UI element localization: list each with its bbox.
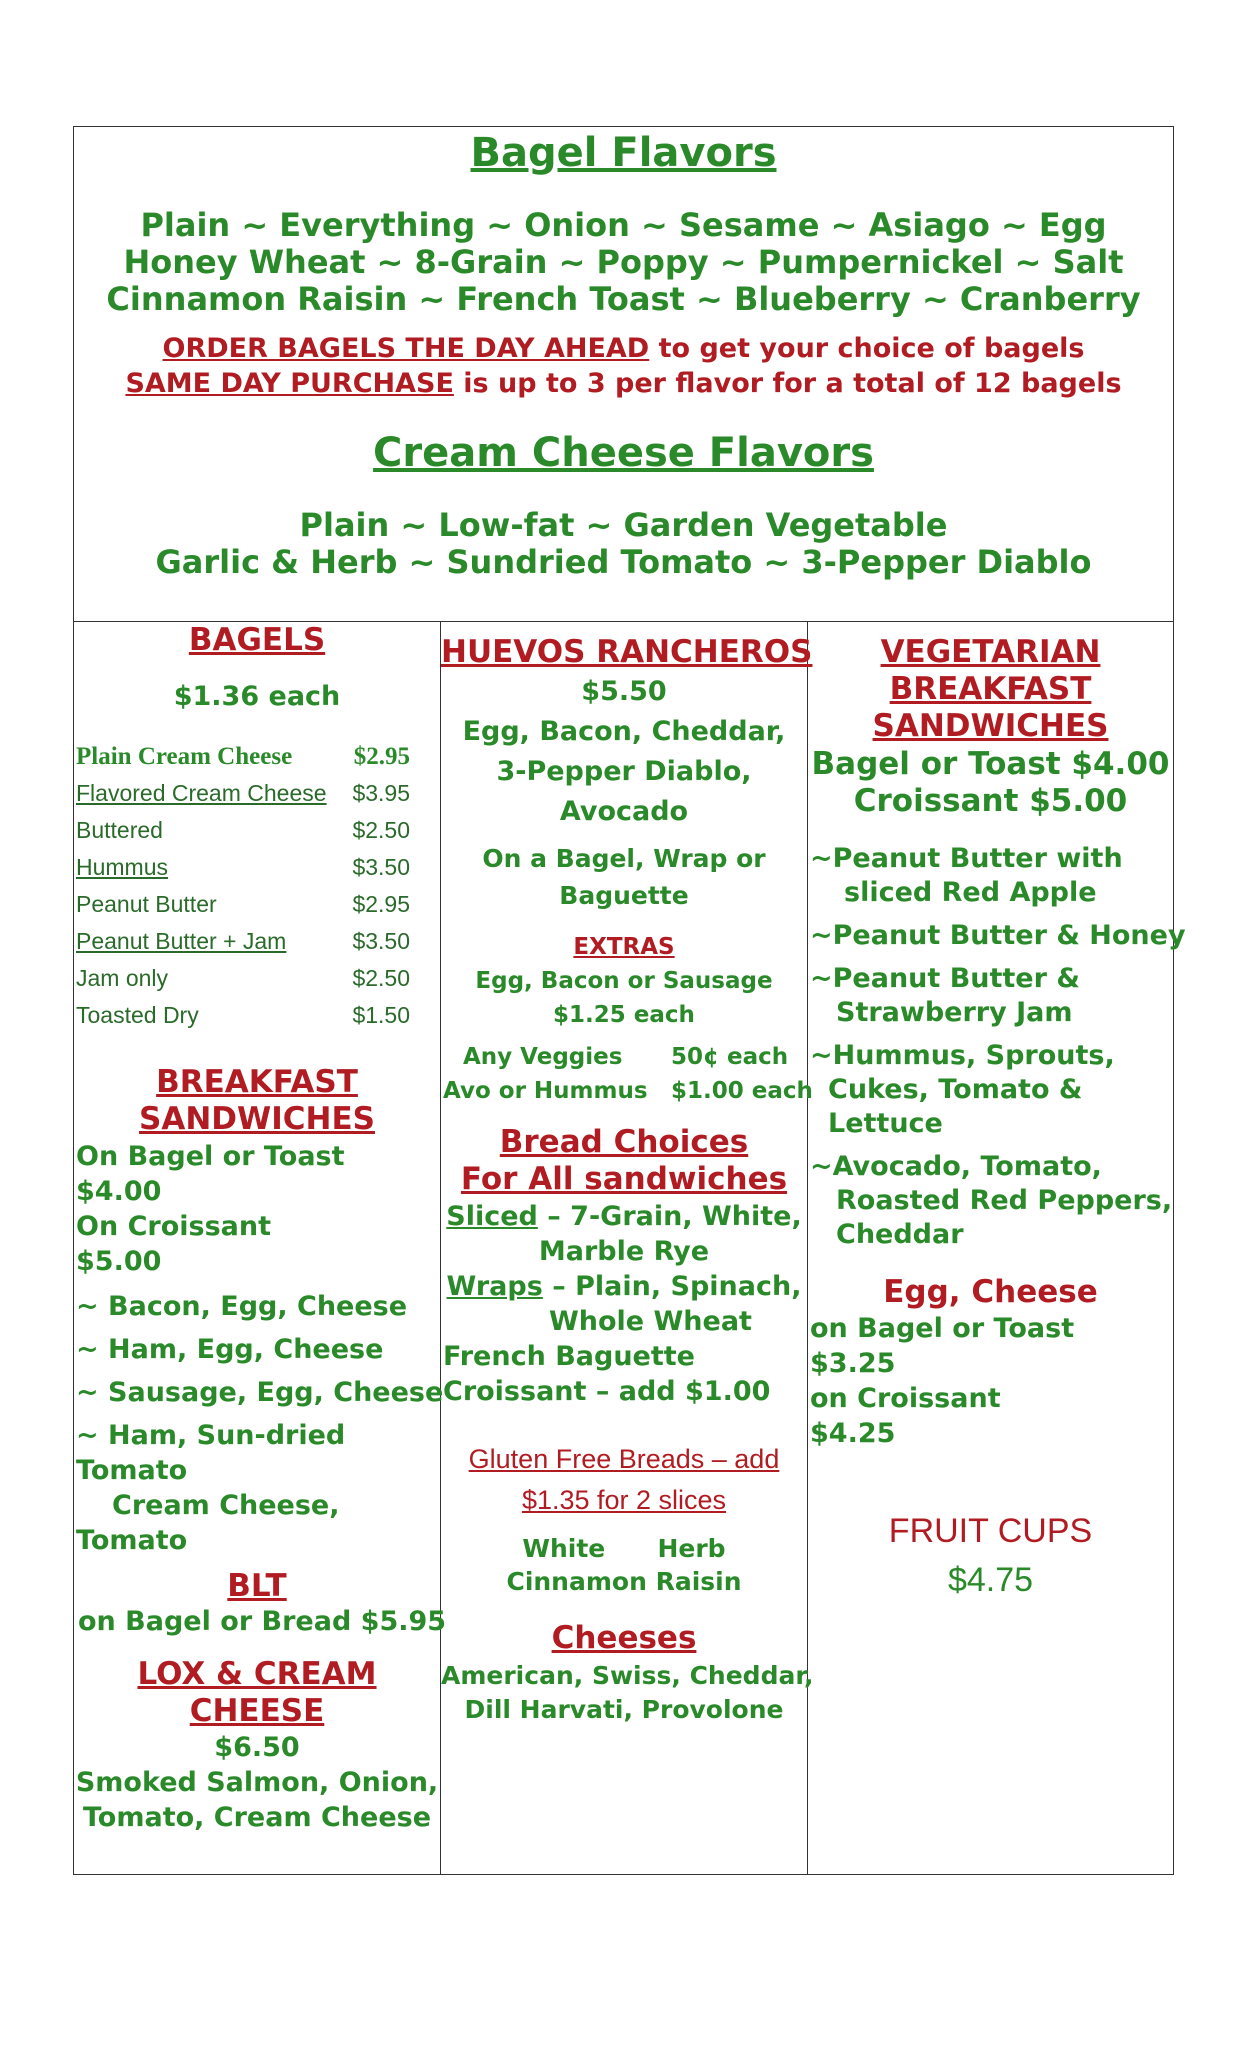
breakfast-title: SANDWICHES: [139, 1101, 375, 1137]
bread-sliced-line: [441, 1203, 807, 1230]
menu-board: [73, 126, 1186, 1875]
bagel-item: [76, 743, 424, 771]
bagel-item-name: Peanut Butter: [76, 891, 217, 917]
extras-veggies-price: 50¢ each: [671, 1044, 789, 1070]
bagels-title: BAGELS: [188, 622, 326, 658]
breakfast-item: Tomato: [76, 1455, 188, 1486]
blt-line: on Bagel or Bread $5.95: [78, 1606, 447, 1637]
vegetarian-title: VEGETARIAN: [880, 634, 1101, 670]
breakfast-price-line: $4.00: [76, 1176, 162, 1207]
gluten-free-line: $1.35 for 2 slices: [521, 1485, 727, 1515]
bread-choices-title: For All sandwiches: [460, 1161, 788, 1197]
bagel-item-price: $3.50: [352, 854, 410, 880]
extras-avo-label: Avo or Hummus: [443, 1078, 648, 1104]
same-day-text: is up to 3 per flavor for a total of 12 bagels: [453, 368, 1122, 399]
flavors-section: [74, 127, 1173, 622]
same-day-link: SAME DAY PURCHASE: [125, 368, 454, 399]
vegetarian-item: Cheddar: [836, 1219, 964, 1250]
egg-cheese-title: Egg, Cheese: [883, 1274, 1098, 1310]
bagel-flavors-line: Plain ~ Everything ~ Onion ~ Sesame ~ Asiago ~ Egg: [140, 206, 1107, 244]
bread-croissant: Croissant – add $1.00: [443, 1376, 771, 1407]
vegetarian-item: ~Peanut Butter with: [810, 843, 1123, 874]
huevos-title: HUEVOS RANCHEROS: [441, 634, 813, 670]
bread-choices-title: Bread Choices: [499, 1124, 749, 1160]
column-middle: [441, 621, 814, 1874]
huevos-line: 3-Pepper Diablo,: [496, 756, 752, 787]
huevos-price: $5.50: [581, 676, 667, 707]
cheeses-line: American, Swiss, Cheddar,: [441, 1661, 814, 1690]
vegetarian-price: Bagel or Toast $4.00: [811, 746, 1170, 782]
bread-sliced-line: Marble Rye: [538, 1236, 710, 1267]
vegetarian-item: Lettuce: [828, 1108, 943, 1139]
cheeses-line: Dill Harvati, Provolone: [464, 1695, 784, 1724]
bagel-item: [76, 780, 424, 808]
bagel-item-price: $1.50: [352, 1002, 410, 1028]
bagel-item: [76, 928, 424, 956]
bread-wraps-text: – Plain, Spinach,: [542, 1271, 802, 1302]
huevos-on-line: On a Bagel, Wrap or: [482, 844, 766, 873]
bread-sliced-text: – 7-Grain, White,: [537, 1201, 802, 1232]
bagels-price: $1.36 each: [173, 681, 341, 712]
vegetarian-item: Cukes, Tomato &: [828, 1074, 1083, 1105]
cream-cheese-line: Plain ~ Low-fat ~ Garden Vegetable: [299, 506, 948, 544]
bagel-item-price: $2.50: [352, 965, 410, 991]
bagel-item-price: $2.95: [353, 743, 410, 770]
breakfast-price-line: $5.00: [76, 1246, 162, 1277]
bagel-item-name: Peanut Butter + Jam: [76, 928, 287, 954]
vegetarian-item: Roasted Red Peppers,: [836, 1185, 1173, 1216]
lox-title: CHEESE: [189, 1693, 325, 1729]
breakfast-price-line: On Croissant: [76, 1211, 271, 1242]
bagel-flavors-line: Honey Wheat ~ 8-Grain ~ Poppy ~ Pumpernickel ~ Salt: [123, 243, 1124, 281]
lox-price: $6.50: [214, 1732, 300, 1763]
extras-avo-price: $1.00 each: [671, 1078, 813, 1104]
order-ahead-text: to get your choice of bagels: [649, 333, 1085, 364]
breakfast-title: BREAKFAST: [156, 1064, 358, 1100]
bread-wraps-line: [441, 1273, 807, 1300]
egg-cheese-line: on Croissant: [810, 1383, 1001, 1414]
vegetarian-item: ~Avocado, Tomato,: [810, 1151, 1102, 1182]
vegetarian-item: ~Peanut Butter & Honey: [810, 920, 1186, 951]
bagel-item-price: $3.95: [352, 780, 410, 806]
extras-title: EXTRAS: [573, 934, 675, 960]
bagel-item-name: Hummus: [76, 854, 169, 880]
bagel-item: [76, 817, 424, 845]
bagel-item: [76, 965, 424, 993]
bagel-item-name: Plain Cream Cheese: [76, 743, 293, 770]
egg-cheese-line: $4.25: [810, 1418, 896, 1449]
huevos-line: Avocado: [559, 796, 689, 827]
bread-baguette: French Baguette: [443, 1341, 695, 1372]
bagel-item-price: $2.95: [352, 891, 410, 917]
cream-cheese-line: Garlic & Herb ~ Sundried Tomato ~ 3-Pepper Diablo: [155, 543, 1092, 581]
breakfast-item: ~ Ham, Egg, Cheese: [76, 1334, 384, 1365]
fruit-cups-price: $4.75: [947, 1561, 1034, 1599]
breakfast-price-line: On Bagel or Toast: [76, 1141, 345, 1172]
bagel-item-name: Jam only: [76, 965, 169, 991]
bagel-item-name: Buttered: [76, 817, 163, 843]
bagel-item: [76, 854, 424, 882]
vegetarian-item: ~Hummus, Sprouts,: [810, 1040, 1115, 1071]
extras-line: $1.25 each: [553, 1002, 695, 1028]
bagel-item-price: $2.50: [352, 817, 410, 843]
lox-title: LOX & CREAM: [137, 1656, 377, 1692]
gluten-free-options: Cinnamon Raisin: [506, 1567, 742, 1596]
gluten-free-options: White Herb: [522, 1534, 726, 1563]
bagel-item: [76, 891, 424, 919]
bagel-item-name: Flavored Cream Cheese: [76, 780, 327, 806]
huevos-on-line: Baguette: [559, 881, 689, 910]
gluten-free-line: Gluten Free Breads – add: [468, 1444, 780, 1474]
huevos-line: Egg, Bacon, Cheddar,: [462, 716, 786, 747]
cream-cheese-title: Cream Cheese Flavors: [373, 430, 874, 476]
same-day-note: [74, 370, 1173, 397]
blt-title: BLT: [227, 1568, 287, 1604]
column-right: [808, 621, 1186, 1874]
bagel-flavors-title: Bagel Flavors: [470, 130, 777, 176]
extras-veggies-label: Any Veggies: [463, 1044, 623, 1070]
fruit-cups-title: FRUIT CUPS: [888, 1512, 1093, 1550]
order-ahead-link: ORDER BAGELS THE DAY AHEAD: [162, 333, 650, 364]
bread-wraps-label: Wraps: [446, 1271, 543, 1302]
egg-cheese-line: on Bagel or Toast: [810, 1313, 1075, 1344]
lox-line: Tomato, Cream Cheese: [82, 1802, 432, 1833]
bagel-item-name: Toasted Dry: [76, 1002, 199, 1028]
breakfast-item: ~ Ham, Sun-dried: [76, 1420, 346, 1451]
bagel-item-price: $3.50: [352, 928, 410, 954]
vegetarian-price: Croissant $5.00: [853, 783, 1128, 819]
bread-wraps-line: Whole Wheat: [549, 1306, 752, 1337]
breakfast-item: Tomato: [76, 1525, 188, 1556]
vegetarian-title: SANDWICHES: [872, 708, 1109, 744]
lox-line: Smoked Salmon, Onion,: [75, 1767, 439, 1798]
column-left: [74, 621, 447, 1874]
egg-cheese-line: $3.25: [810, 1348, 896, 1379]
cheeses-title: Cheeses: [551, 1620, 697, 1656]
breakfast-item: ~ Sausage, Egg, Cheese: [76, 1377, 444, 1408]
vegetarian-item: sliced Red Apple: [844, 877, 1097, 908]
breakfast-item: ~ Bacon, Egg, Cheese: [76, 1291, 408, 1322]
vegetarian-item: ~Peanut Butter &: [810, 963, 1080, 994]
vegetarian-item: Strawberry Jam: [836, 997, 1073, 1028]
bread-sliced-label: Sliced: [446, 1201, 538, 1232]
order-ahead-note: [74, 335, 1173, 362]
bagel-item: [76, 1002, 424, 1030]
vegetarian-title: BREAKFAST: [889, 671, 1092, 707]
bagel-flavors-line: Cinnamon Raisin ~ French Toast ~ Blueberry ~ Cranberry: [106, 280, 1141, 318]
breakfast-item: Cream Cheese,: [112, 1490, 340, 1521]
extras-line: Egg, Bacon or Sausage: [475, 968, 773, 994]
